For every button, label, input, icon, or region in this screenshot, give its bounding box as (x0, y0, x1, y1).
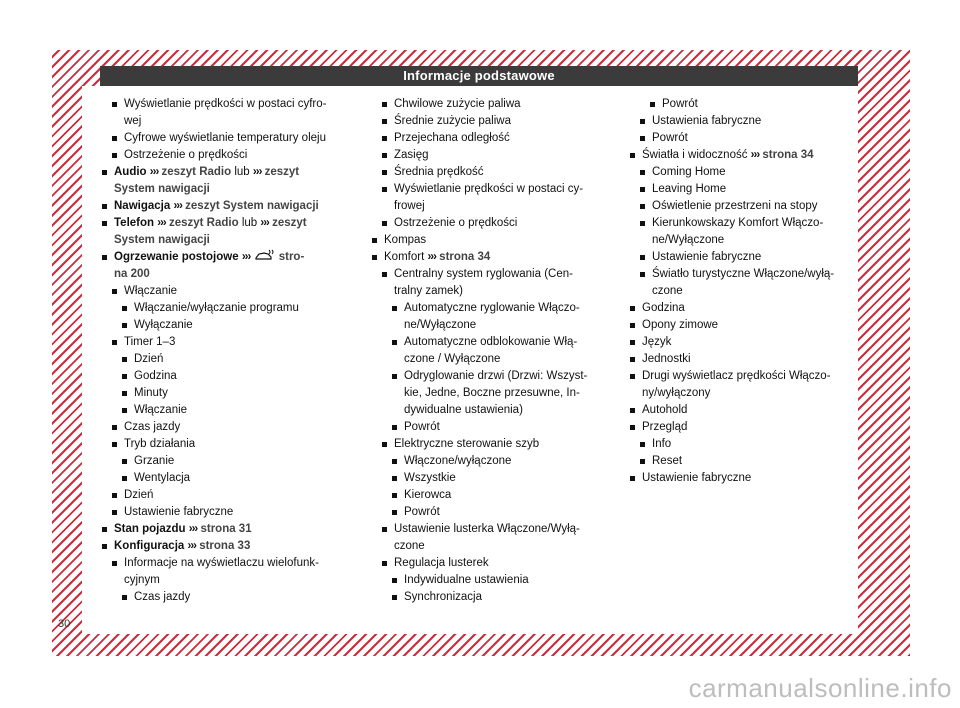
cross-reference: zeszyt Radio (161, 166, 232, 178)
item-text: Jednostki (642, 353, 691, 365)
list-item (638, 453, 858, 470)
item-text-cont: ny/wyłączony (642, 387, 711, 399)
page-header: Informacje podstawowe (100, 66, 858, 86)
list-item (390, 572, 612, 589)
item-text: Powrót (652, 132, 688, 144)
list-item (380, 555, 612, 572)
list-item (100, 521, 342, 538)
item-text-cont: cyjnym (124, 574, 160, 586)
item-text: Wyświetlanie prędkości w postaci cy- (394, 183, 584, 195)
item-text: Grzanie (134, 455, 175, 467)
list-item (110, 419, 342, 436)
item-text: Komfort (384, 251, 425, 263)
item-text-cont: dywidualne ustawienia) (404, 404, 523, 416)
list-item (110, 487, 342, 504)
item-text-cont: tralny zamek) (394, 285, 464, 297)
item-text: Reset (652, 455, 683, 467)
item-text: Opony zimowe (642, 319, 719, 331)
item-text: Tryb działania (124, 438, 196, 450)
item-text: Odryglowanie drzwi (Drzwi: Wszyst- (404, 370, 588, 382)
cross-reference: zeszyt (272, 217, 307, 229)
item-text: Kierowca (404, 489, 452, 501)
list-item (100, 198, 342, 215)
item-text: Ostrzeżenie o prędkości (394, 217, 518, 229)
list-item (390, 419, 612, 436)
list-item (390, 504, 612, 521)
item-text: Włączanie/wyłączanie programu (134, 302, 299, 314)
item-text: Timer 1–3 (124, 336, 176, 348)
item-title: Ogrzewanie postojowe (114, 251, 239, 263)
item-text-cont: wej (124, 115, 142, 127)
cross-reference-cont: na 200 (114, 268, 150, 280)
list-item (100, 249, 342, 283)
list-item (110, 130, 342, 147)
item-text: Wentylacja (134, 472, 191, 484)
item-text-cont: ne/Wyłączone (404, 319, 477, 331)
item-text-cont: czone / Wyłączone (404, 353, 501, 365)
list-item (628, 351, 858, 368)
reference-arrow: ››› (157, 217, 166, 229)
list-item (100, 215, 342, 249)
item-text: Kompas (384, 234, 427, 246)
reference-arrow: ››› (252, 166, 262, 178)
menu-column-3 (628, 96, 858, 487)
list-item (120, 317, 342, 334)
item-text: Zasięg (394, 149, 429, 161)
reference-arrow: ››› (241, 251, 251, 263)
list-item (120, 300, 342, 317)
list-item (390, 368, 612, 419)
item-text: Wyświetlanie prędkości w postaci cyfro- (124, 98, 327, 110)
item-text: Dzień (124, 489, 154, 501)
item-text: Centralny system ryglowania (Cen- (394, 268, 573, 280)
item-text: Ustawienie fabryczne (642, 472, 752, 484)
list-item (110, 96, 342, 130)
list-item (110, 147, 342, 164)
list-item (380, 215, 612, 232)
item-text: Średnia prędkość (394, 166, 484, 178)
list-item (638, 198, 858, 215)
item-text: Dzień (134, 353, 164, 365)
reference-arrow: ››› (260, 217, 269, 229)
cross-reference: strona 34 (439, 251, 491, 263)
list-item (110, 283, 342, 300)
item-text-cont: czone (652, 285, 683, 297)
list-item (638, 181, 858, 198)
item-title: Konfiguracja (114, 540, 185, 552)
item-text: Ostrzeżenie o prędkości (124, 149, 248, 161)
item-text: Automatyczne ryglowanie Włączo- (404, 302, 580, 314)
list-item (638, 436, 858, 453)
list-item (628, 368, 858, 402)
item-text: Drugi wyświetlacz prędkości Włączo- (642, 370, 831, 382)
list-item (638, 113, 858, 130)
list-item (120, 351, 342, 368)
item-text: Wszystkie (404, 472, 456, 484)
item-text: Elektryczne sterowanie szyb (394, 438, 540, 450)
list-item (390, 470, 612, 487)
list-item (120, 470, 342, 487)
list-item (390, 589, 612, 606)
item-text: Powrót (404, 421, 440, 433)
item-title: Audio (114, 166, 147, 178)
list-item (390, 300, 612, 334)
item-text: Powrót (404, 506, 440, 518)
cross-reference: zeszyt (264, 166, 300, 178)
reference-arrow: ››› (173, 200, 182, 212)
reference-arrow: ››› (149, 166, 159, 178)
list-item (628, 402, 858, 419)
list-item (380, 164, 612, 181)
item-text: Godzina (134, 370, 177, 382)
cross-reference: strona 31 (200, 523, 252, 535)
cross-reference: stro- (278, 251, 305, 263)
list-item (120, 402, 342, 419)
item-text: Oświetlenie przestrzeni na stopy (652, 200, 818, 212)
reference-arrow: ››› (187, 540, 196, 552)
list-item (380, 436, 612, 453)
list-item (638, 249, 858, 266)
list-item (380, 147, 612, 164)
list-item (390, 334, 612, 368)
list-item (638, 164, 858, 181)
list-item (380, 96, 612, 113)
item-text: Czas jazdy (134, 591, 191, 603)
reference-arrow: ››› (427, 251, 436, 263)
connector-text: lub (241, 217, 258, 229)
list-item (380, 266, 612, 300)
item-text: Włączanie (124, 285, 178, 297)
menu-column-1 (100, 96, 342, 606)
item-text: Autohold (642, 404, 688, 416)
cross-reference: strona 34 (762, 149, 814, 161)
reference-arrow: ››› (188, 523, 198, 535)
item-text: Cyfrowe wyświetlanie temperatury oleju (124, 132, 326, 144)
list-item (100, 164, 342, 198)
list-item (380, 130, 612, 147)
item-text: Ustawienie lusterka Włączone/Wyłą- (394, 523, 580, 535)
cross-reference: zeszyt System nawigacji (185, 200, 319, 212)
item-text: Godzina (642, 302, 685, 314)
cross-reference-cont: System nawigacji (114, 183, 210, 195)
reference-arrow: ››› (750, 149, 760, 161)
item-text: Ustawienie fabryczne (652, 251, 762, 263)
item-text: Czas jazdy (124, 421, 181, 433)
item-text: Światło turystyczne Włączone/wyłą- (652, 268, 835, 280)
list-item (120, 385, 342, 402)
item-title: Nawigacja (114, 200, 171, 212)
list-item (370, 232, 612, 249)
list-item (648, 96, 858, 113)
list-item (110, 555, 342, 589)
list-item (628, 300, 858, 317)
item-text-cont: frowej (394, 200, 425, 212)
item-text: Światła i widoczność (642, 149, 748, 161)
list-item (628, 419, 858, 436)
parking-heater-icon (254, 249, 276, 261)
item-text: Kierunkowskazy Komfort Włączo- (652, 217, 824, 229)
watermark: carmanualsonline.info (688, 673, 952, 703)
list-item (110, 436, 342, 453)
list-item (628, 317, 858, 334)
list-item (390, 453, 612, 470)
list-item (638, 215, 858, 249)
item-text: Ustawienia fabryczne (652, 115, 762, 127)
list-item (628, 470, 858, 487)
item-text: Automatyczne odblokowanie Włą- (404, 336, 578, 348)
item-text: Chwilowe zużycie paliwa (394, 98, 521, 110)
list-item (638, 130, 858, 147)
item-text: Regulacja lusterek (394, 557, 489, 569)
list-item (380, 113, 612, 130)
menu-column-2 (370, 96, 612, 606)
item-text: Przejechana odległość (394, 132, 510, 144)
connector-text: lub (234, 166, 250, 178)
list-item (390, 487, 612, 504)
item-title: Telefon (114, 217, 155, 229)
list-item (110, 334, 342, 351)
page-number: 30 (58, 618, 71, 630)
item-text: Coming Home (652, 166, 726, 178)
list-item (638, 266, 858, 300)
list-item (380, 521, 612, 555)
cross-reference-cont: System nawigacji (114, 234, 210, 246)
item-text: Indywidualne ustawienia (404, 574, 529, 586)
item-text-cont: czone (394, 540, 425, 552)
list-item (380, 181, 612, 215)
item-text: Średnie zużycie paliwa (394, 115, 511, 127)
list-item (120, 453, 342, 470)
item-text: Włączone/wyłączone (404, 455, 512, 467)
item-text: Leaving Home (652, 183, 727, 195)
list-item (120, 368, 342, 385)
list-item (628, 147, 858, 164)
item-text: Język (642, 336, 672, 348)
item-text: Ustawienie fabryczne (124, 506, 234, 518)
item-text: Wyłączanie (134, 319, 193, 331)
list-item (628, 334, 858, 351)
item-text: Synchronizacja (404, 591, 482, 603)
item-text: Minuty (134, 387, 168, 399)
item-text-cont: kie, Jedne, Boczne przesuwne, In- (404, 387, 580, 399)
item-title: Stan pojazdu (114, 523, 186, 535)
cross-reference: zeszyt Radio (168, 217, 239, 229)
list-item (120, 589, 342, 606)
list-item (370, 249, 612, 266)
item-text: Info (652, 438, 672, 450)
item-text: Przegląd (642, 421, 688, 433)
item-text: Informacje na wyświetlaczu wielofunk- (124, 557, 319, 569)
list-item (100, 538, 342, 555)
item-text-cont: ne/Wyłączone (652, 234, 725, 246)
item-text: Powrót (662, 98, 698, 110)
item-text: Włączanie (134, 404, 188, 416)
list-item (110, 504, 342, 521)
cross-reference: strona 33 (199, 540, 251, 552)
